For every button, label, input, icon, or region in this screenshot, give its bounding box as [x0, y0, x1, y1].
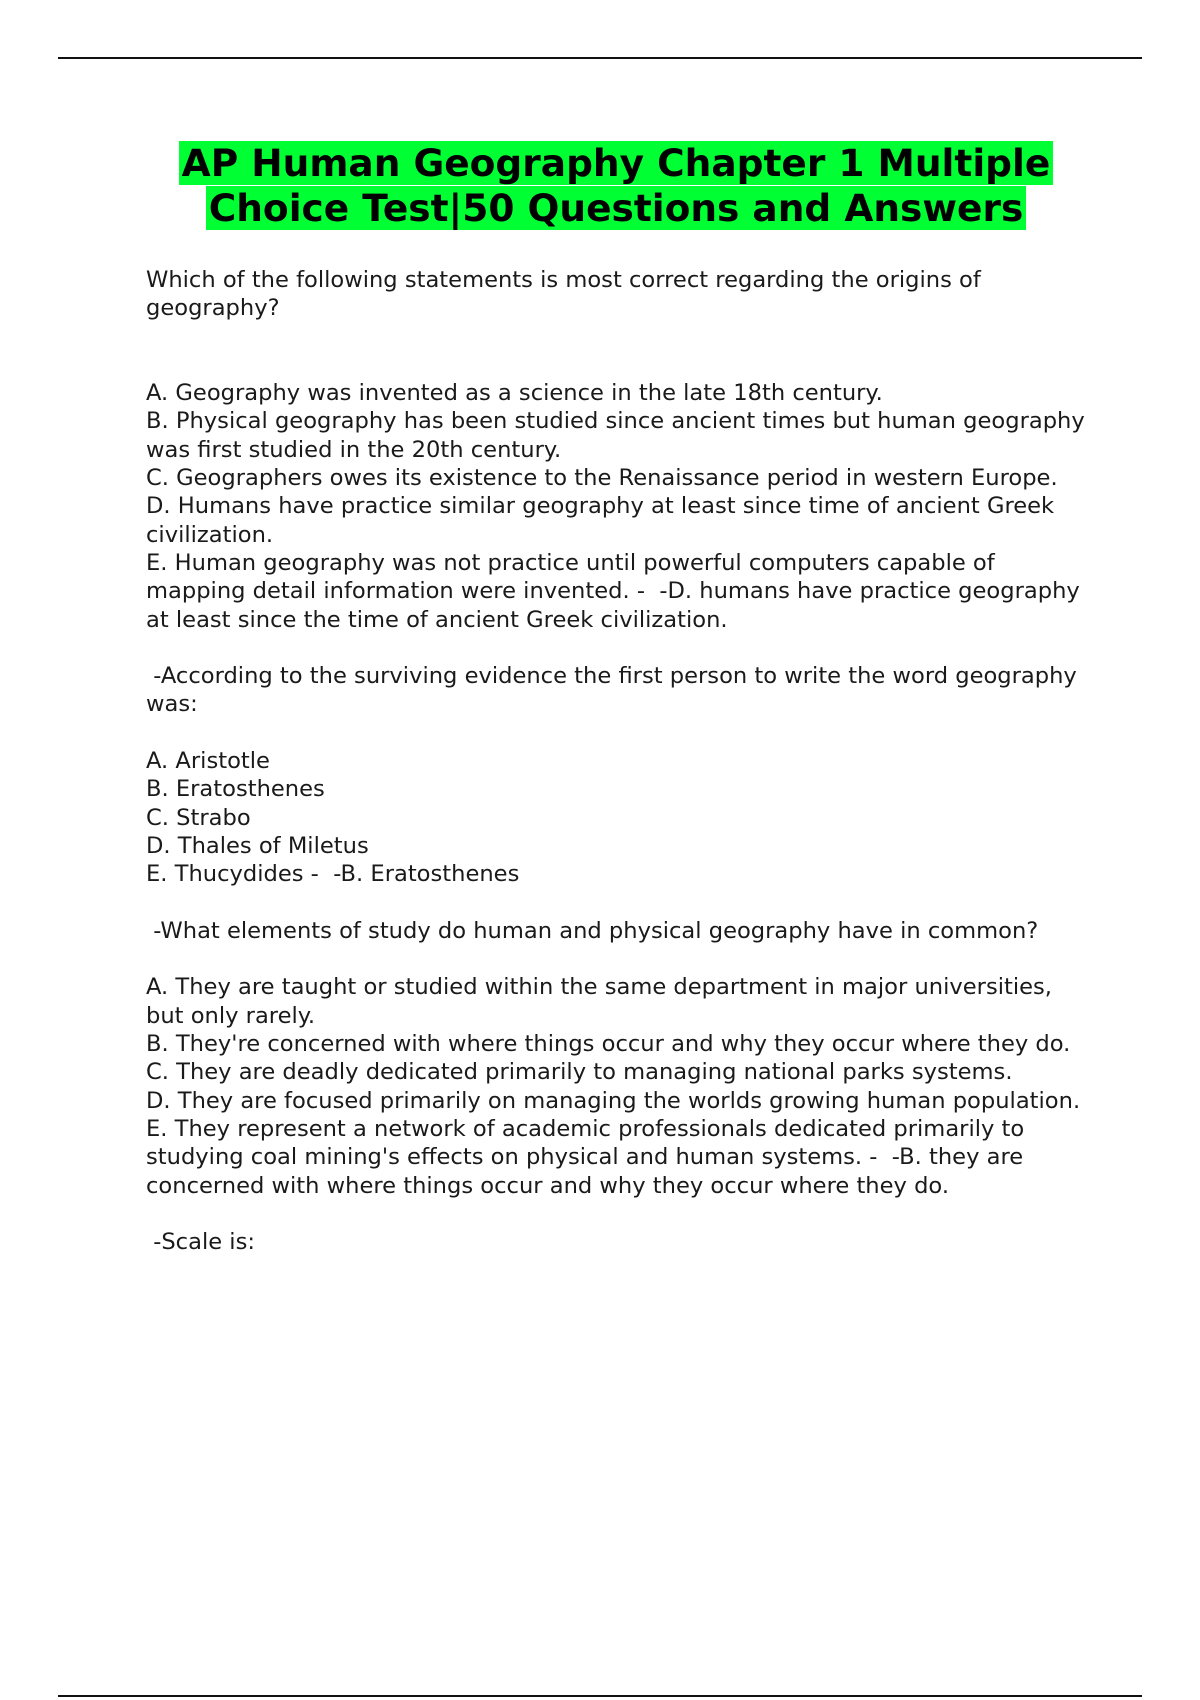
answer-option: B. They're concerned with where things occur and why they occur where they do.: [146, 1031, 1071, 1058]
question-block: [146, 266, 1096, 634]
answer-option: D. They are focused primarily on managing the worlds growing human population.: [146, 1087, 1081, 1114]
question-prompt: -What elements of study do human and physical geography have in common?: [146, 917, 1039, 944]
title-line-1: AP Human Geography Chapter 1 Multiple: [181, 141, 1051, 185]
question-prompt: -According to the surviving evidence the first person to write the word geography was:: [146, 663, 1084, 718]
answer-option: B. Physical geography has been studied since ancient times but human geography was first studied in the 20th century.: [146, 408, 1092, 463]
answer-option: C. They are deadly dedicated primarily to managing national parks systems.: [146, 1059, 1013, 1086]
top-rule: [58, 57, 1142, 59]
question-block: [146, 662, 1096, 888]
answer-option: D. Thales of Miletus: [146, 832, 369, 859]
question-block: [146, 917, 1096, 1200]
answer-option: E. Thucydides - -B. Eratosthenes: [146, 861, 520, 888]
answer-option: A. Geography was invented as a science in the late 18th century.: [146, 380, 883, 407]
answer-option: B. Eratosthenes: [146, 776, 325, 803]
question-prompt: Which of the following statements is most correct regarding the origins of geography?: [146, 267, 989, 322]
question-prompt: -Scale is:: [146, 1229, 255, 1256]
document-title: [146, 141, 1086, 231]
answer-option: A. They are taught or studied within the same department in major universities, but only rarely.: [146, 974, 1060, 1029]
title-highlight: [179, 141, 1054, 230]
answer-option: D. Humans have practice similar geography at least since time of ancient Greek civilization.: [146, 493, 1062, 548]
answer-option: C. Strabo: [146, 804, 251, 831]
title-line-2: Choice Test|50 Questions and Answers: [208, 186, 1024, 230]
answer-option: E. Human geography was not practice until powerful computers capable of mapping detail information were invented. - -D. humans have practice geography at least since the time of ancient Greek civilization.: [146, 549, 1087, 633]
answer-option: A. Aristotle: [146, 748, 270, 775]
question-block: [146, 1228, 1096, 1256]
answer-option: E. They represent a network of academic professionals dedicated primarily to studying coal mining's effects on physical and human systems. - -B. they are concerned with where things occur and why they occur where they do.: [146, 1115, 1032, 1199]
answer-option: C. Geographers owes its existence to the Renaissance period in western Europe.: [146, 465, 1058, 492]
bottom-rule: [58, 1695, 1142, 1697]
document-body: [146, 266, 1096, 1256]
